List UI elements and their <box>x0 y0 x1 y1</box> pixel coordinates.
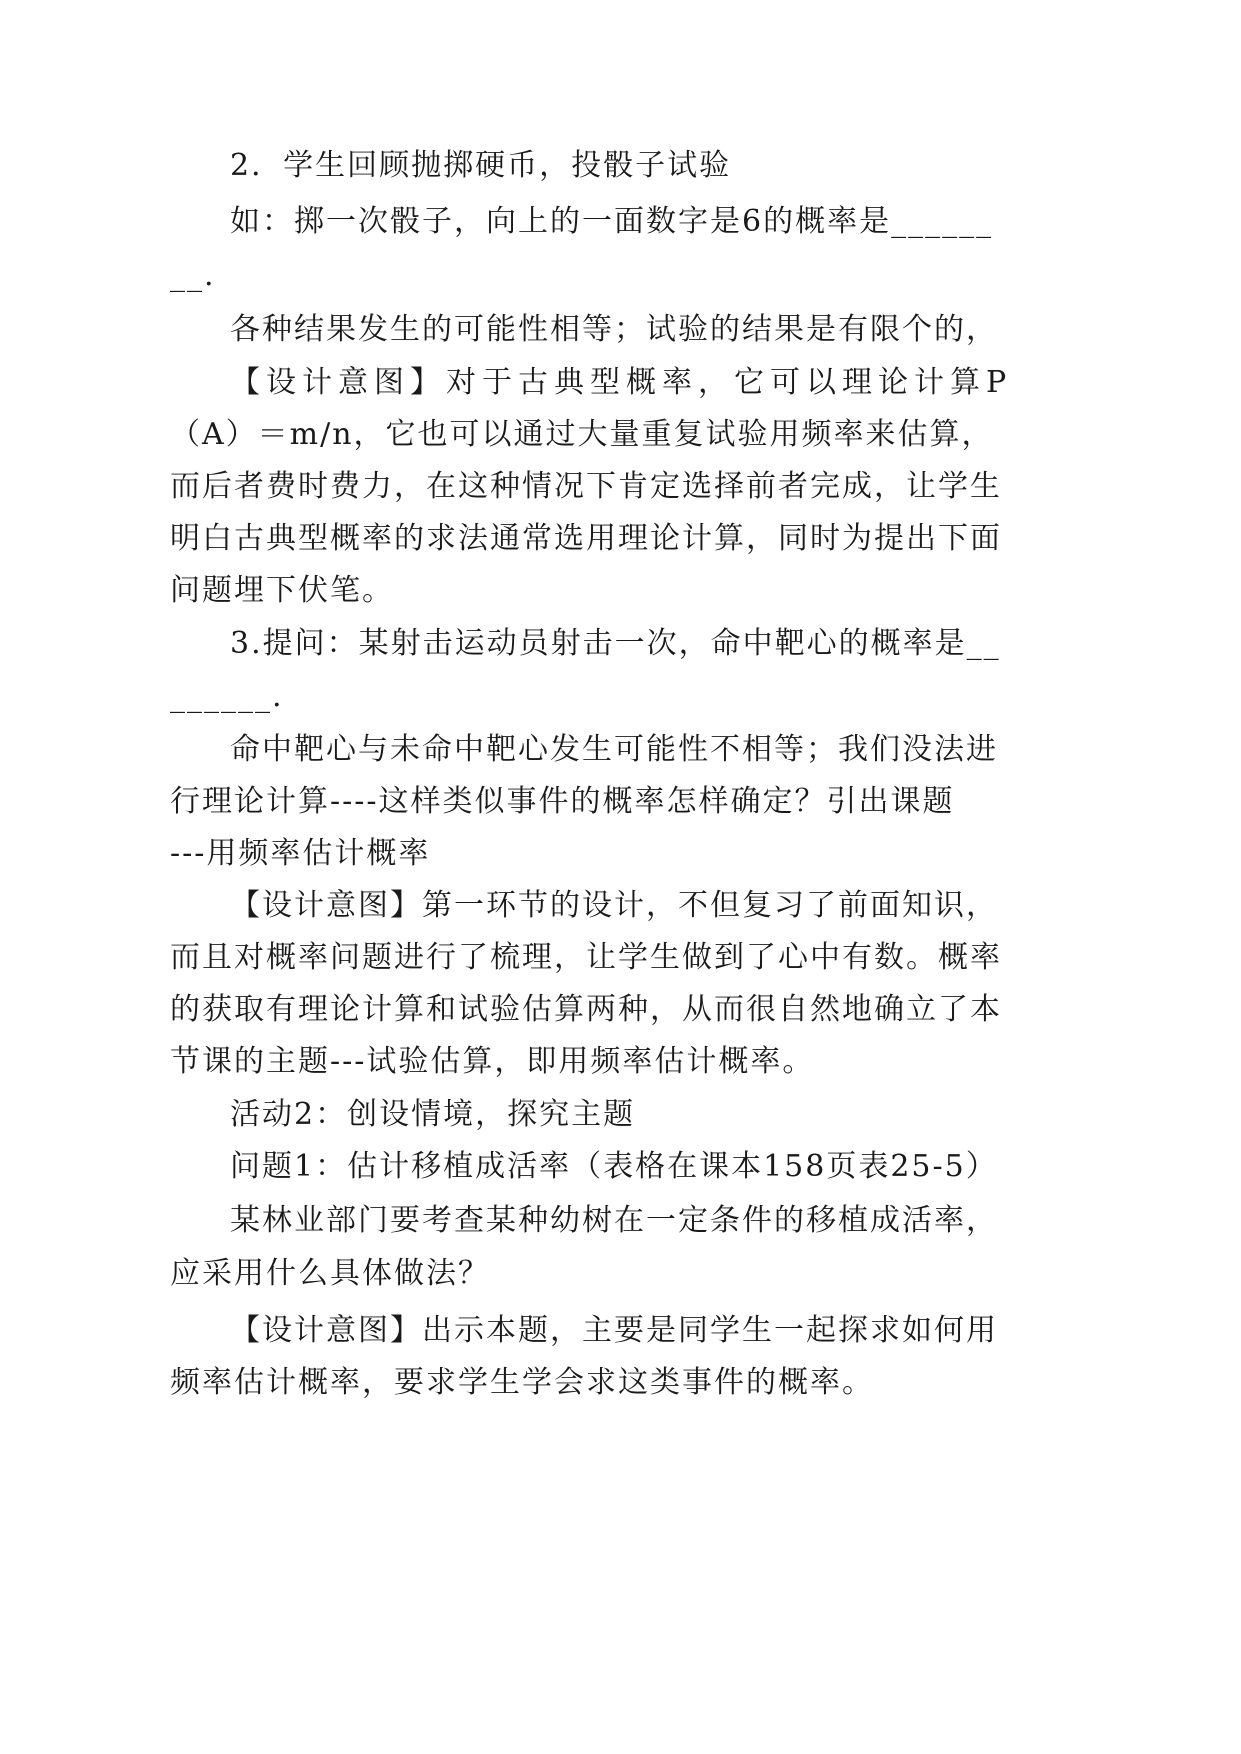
paragraph-unequal-likelihood-cont: 行理论计算----这样类似事件的概率怎样确定？引出课题 <box>170 784 955 819</box>
paragraph-design-intent-3: 【设计意图】出示本题，主要是同学生一起探求如何用 <box>230 1313 998 1348</box>
paragraph-step-3-blank: ______. <box>170 679 284 714</box>
paragraph-step-3-question: 3.提问：某射击运动员射击一次，命中靶心的概率是__ <box>230 626 1001 661</box>
paragraph-design-intent-2: 【设计意图】第一环节的设计，不但复习了前面知识， <box>230 888 998 923</box>
paragraph-design-intent-1-cont: 明白古典型概率的求法通常选用理论计算，同时为提出下面 <box>170 521 1002 556</box>
paragraph-design-intent-1-cont: 而后者费时费力，在这种情况下肯定选择前者完成，让学生 <box>170 469 1002 504</box>
paragraph-equal-likelihood: 各种结果发生的可能性相等；试验的结果是有限个的， <box>230 312 998 347</box>
paragraph-design-intent-1-end: 问题埋下伏笔。 <box>170 573 394 608</box>
paragraph-design-intent-2-end: 节课的主题---试验估算，即用频率估计概率。 <box>170 1044 815 1079</box>
paragraph-design-intent-2-cont: 的获取有理论计算和试验估算两种，从而很自然地确立了本 <box>170 992 1002 1027</box>
paragraph-activity-2: 活动2：创设情境，探究主题 <box>230 1097 636 1132</box>
paragraph-design-intent-3-end: 频率估计概率，要求学生学会求这类事件的概率。 <box>170 1365 874 1400</box>
paragraph-design-intent-1: 【设计意图】对于古典型概率，它可以理论计算P <box>230 365 1013 400</box>
paragraph-dice-example-blank: __. <box>170 258 216 293</box>
paragraph-step-2: 2．学生回顾抛掷硬币，投骰子试验 <box>230 148 732 183</box>
paragraph-design-intent-2-cont: 而且对概率问题进行了梳理，让学生做到了心中有数。概率 <box>170 940 1002 975</box>
paragraph-design-intent-1-cont: （A）＝m/n，它也可以通过大量重复试验用频率来估算， <box>170 417 994 452</box>
paragraph-forestry-question: 某林业部门要考查某种幼树在一定条件的移植成活率， <box>230 1203 998 1238</box>
paragraph-unequal-likelihood: 命中靶心与未命中靶心发生可能性不相等；我们没法进 <box>230 732 998 767</box>
paragraph-forestry-question-cont: 应采用什么具体做法？ <box>170 1256 490 1291</box>
paragraph-topic-intro: ---用频率估计概率 <box>170 836 431 871</box>
paragraph-dice-example: 如：掷一次骰子，向上的一面数字是6的概率是______ <box>230 204 994 239</box>
paragraph-question-1: 问题1：估计移植成活率（表格在课本158页表25-5） <box>230 1149 998 1184</box>
